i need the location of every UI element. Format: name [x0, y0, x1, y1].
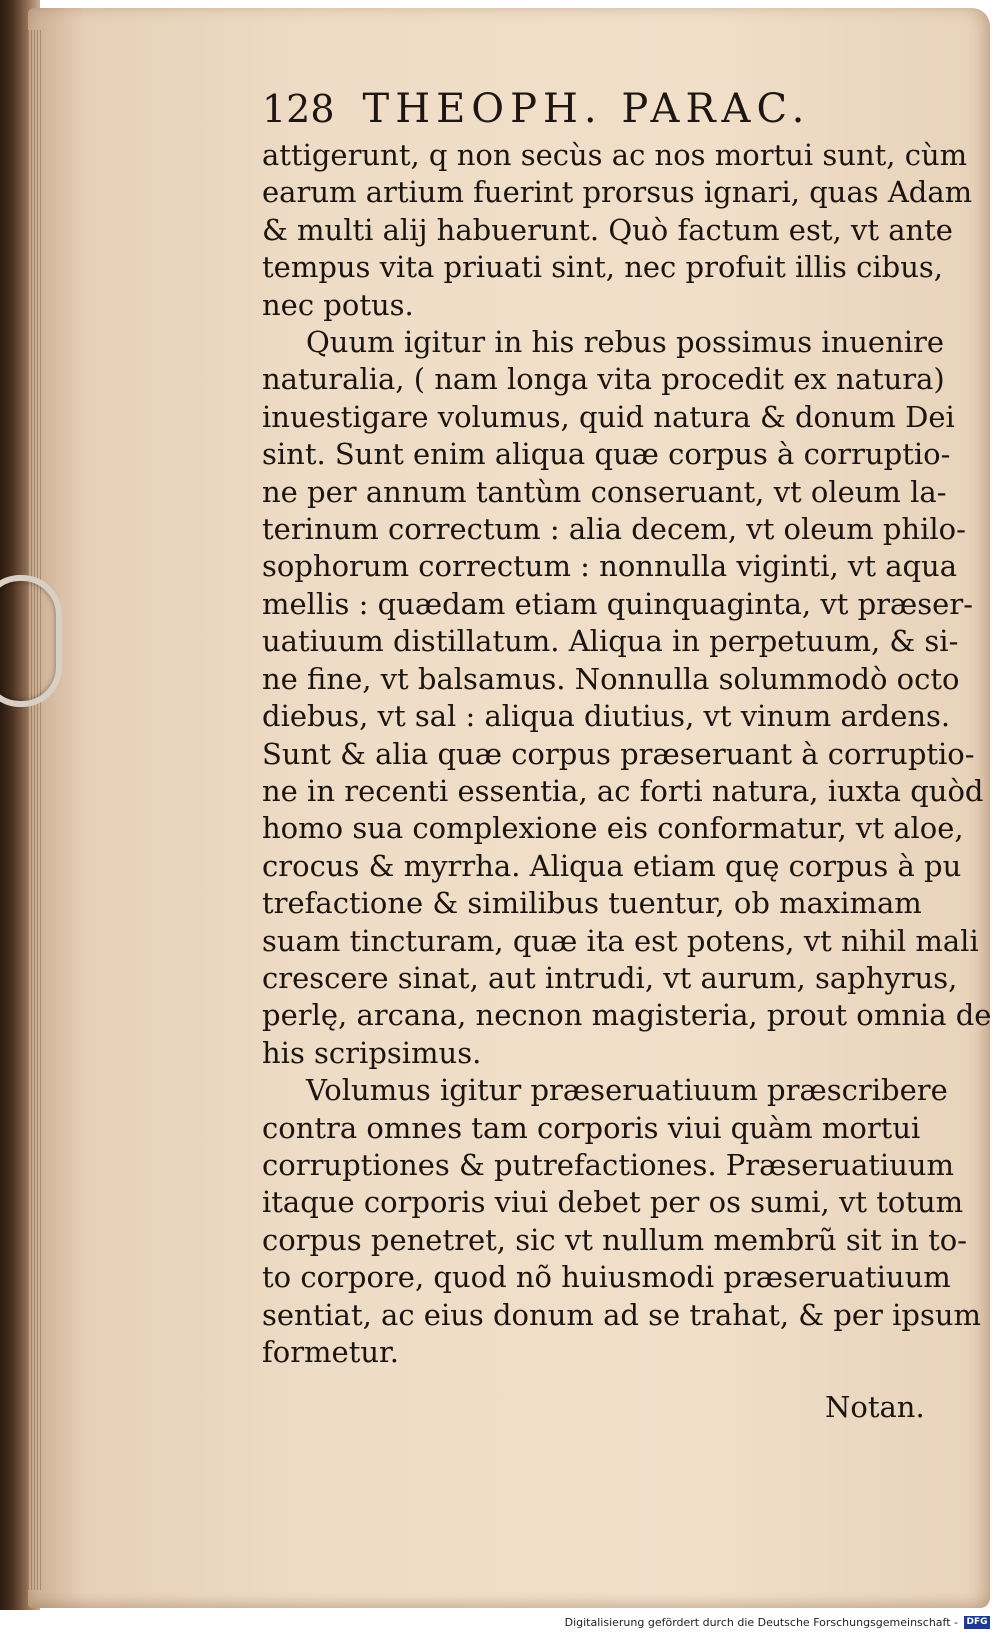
text-line: naturalia, ( nam longa vita procedit ex natura)	[262, 362, 945, 397]
text-line: diebus, vt sal : aliqua diutius, vt vinum ardens.	[262, 699, 951, 734]
page-clip-icon	[0, 575, 62, 707]
text-line: itaque corporis viui debet per os sumi, vt totum	[262, 1185, 964, 1220]
text-line: earum artium fuerint prorsus ignari, quas Adam	[262, 175, 973, 210]
text-line: ne in recenti essentia, ac forti natura, iuxta quòd	[262, 773, 984, 808]
text-line: uatiuum distillatum. Aliqua in perpetuum, & si-	[262, 624, 959, 659]
text-line: ne per annum tantùm conseruant, vt oleum la-	[262, 474, 947, 509]
running-head	[262, 86, 862, 132]
text-line: crocus & myrrha. Aliqua etiam quę corpus à pu	[262, 848, 962, 883]
page-edge-stack	[28, 30, 42, 1590]
text-line: nec potus.	[262, 287, 414, 322]
text-line: contra omnes tam corporis viui quàm mortui	[262, 1110, 921, 1145]
text-line: ne fine, vt balsamus. Nonnulla solummodò octo	[262, 661, 960, 696]
page-number: 128	[262, 87, 335, 131]
running-title: THEOPH. PARAC.	[362, 86, 811, 132]
footer-credit: Digitalisierung gefördert durch die Deutsche Forschungsgemeinschaft -	[564, 1616, 958, 1629]
dfg-logo-icon: DFG	[964, 1616, 990, 1629]
text-line: sentiat, ac eius donum ad se trahat, & per ipsum	[262, 1297, 982, 1332]
text-line: sophorum correctum : nonnulla viginti, vt aqua	[262, 549, 958, 584]
text-line: tempus vita priuati sint, nec profuit illis cibus,	[262, 250, 944, 285]
text-line: suam tincturam, quæ ita est potens, vt nihil mali	[262, 923, 979, 958]
text-line: Quum igitur in his rebus possimus inuenire	[306, 325, 945, 360]
text-line: perlę, arcana, necnon magisteria, prout omnia de	[262, 998, 992, 1033]
text-line: crescere sinat, aut intrudi, vt aurum, saphyrus,	[262, 960, 958, 995]
text-line: terinum correctum : alia decem, vt oleum philo-	[262, 512, 966, 547]
text-line: inuestigare volumus, quid natura & donum Dei	[262, 399, 955, 434]
text-line: to corpore, quod nõ huiusmodi præseruatiuum	[262, 1260, 951, 1295]
text-line: sint. Sunt enim aliqua quæ corpus à corruptio-	[262, 437, 951, 472]
text-line: trefactione & similibus tuentur, ob maximam	[262, 886, 922, 921]
body-text	[262, 137, 992, 1371]
text-line: corpus penetret, sic vt nullum membrũ sit in to-	[262, 1222, 968, 1257]
text-line: Volumus igitur præseruatiuum præscribere	[306, 1073, 948, 1108]
text-line: homo sua complexione eis conformatur, vt aloe,	[262, 811, 964, 846]
text-line: & multi alij habuerunt. Quò factum est, vt ante	[262, 212, 953, 247]
text-line: Sunt & alia quæ corpus præseruant à corruptio-	[262, 736, 975, 771]
catchword: Notan.	[825, 1390, 925, 1424]
text-line: mellis : quædam etiam quinquaginta, vt præser-	[262, 586, 974, 621]
text-line: attigerunt, q non secùs ac nos mortui sunt, cùm	[262, 138, 968, 172]
text-line: formetur.	[262, 1335, 399, 1369]
text-line: corruptiones & putrefactiones. Præseruatiuum	[262, 1147, 955, 1182]
text-line: his scripsimus.	[262, 1035, 482, 1070]
